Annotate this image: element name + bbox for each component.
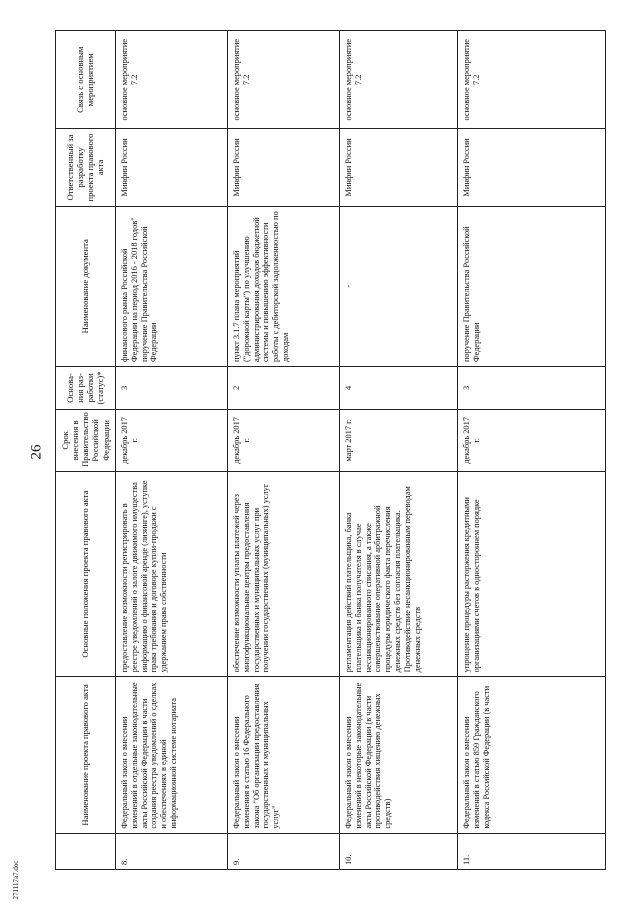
cell-responsible: Минфин России [339, 129, 457, 206]
cell-deadline: декабрь 2017 г. [115, 409, 227, 471]
cell-deadline: март 2017 г. [339, 409, 457, 471]
cell-document: пункт 3.1.7 плана мероприятий ("дорожной карты") по улучшению администрирования доходов бюджетной системы и повышению эффективности работы с дебиторской задолженностью по доходам [227, 206, 339, 367]
header-deadline: Срок внесения в Правительство Российской Федерации [56, 409, 116, 471]
table-row [457, 31, 605, 870]
rotated-table-container [55, 30, 603, 870]
cell-project: Федеральный закон о внесении изменений в некоторые законодательные акты Российской Федерации (в части противодействия хищению денежных средств) [339, 677, 457, 833]
cell-num: 9. [227, 833, 339, 869]
header-link: Связь с основным мероприятием [56, 31, 116, 130]
cell-link: основное мероприятие 7.2 [457, 31, 605, 130]
cell-provisions: предоставление возможности регистрировать в реестре уведомлений о залоге движимого имущества информацию о финансовой аренде (лизинге), уступке права требования и договоре купли-продажи с удержанием права собственности [115, 471, 227, 676]
cell-responsible: Минфин России [115, 129, 227, 206]
cell-num: 11. [457, 833, 605, 869]
cell-link: основное мероприятие 7.2 [339, 31, 457, 130]
header-project-name: Наименование проекта правового акта [56, 677, 116, 833]
cell-link: основное мероприятие 7.2 [115, 31, 227, 130]
table-header-row [56, 31, 116, 870]
cell-num: 8. [115, 833, 227, 869]
cell-project: Федеральный закон о внесении изменений в статью 859 Гражданского кодекса Российской Федерации (в части [457, 677, 605, 833]
table-row [115, 31, 227, 870]
legal-acts-table [55, 30, 606, 870]
cell-project: Федеральный закон о внесении изменений в отдельные законодательные акты Российской Федерации в части создания реестра уведомлений о сделках и обеспечениях в единой информационной системе нотариата [115, 677, 227, 833]
cell-basis: 4 [339, 367, 457, 410]
header-num [56, 833, 116, 869]
cell-provisions: упрощение процедуры расторжения кредитными организациями счетов в одностороннем порядке [457, 471, 605, 676]
cell-deadline: декабрь 2017 г. [457, 409, 605, 471]
cell-link: основное мероприятие 7.2 [227, 31, 339, 130]
cell-provisions: обеспечение возможности уплаты платежей через многофункциональные центры предоставления государственных и муниципальных услуг при получении государственных (муниципальных) услуг [227, 471, 339, 676]
cell-responsible: Минфин России [457, 129, 605, 206]
table-row [227, 31, 339, 870]
cell-basis: 3 [457, 367, 605, 410]
cell-deadline: декабрь 2017 г. [227, 409, 339, 471]
cell-responsible: Минфин России [227, 129, 339, 206]
cell-basis: 3 [115, 367, 227, 410]
document-table-frame [55, 30, 603, 870]
header-provisions: Основные положения проекта правового акта [56, 471, 116, 676]
page-number: 26 [28, 444, 45, 460]
cell-document: поручение Правительства Российской Федерации [457, 206, 605, 367]
cell-basis: 2 [227, 367, 339, 410]
table-row [339, 31, 457, 870]
header-basis: Основа-ния раз-работки (статус)* [56, 367, 116, 410]
cell-num: 10. [339, 833, 457, 869]
header-responsible: Ответственный за разработку проекта правового акта [56, 129, 116, 206]
cell-document: - [339, 206, 457, 367]
footer-filename: 271117a7.doc [12, 860, 20, 900]
cell-document: финансового рынка Российской Федерации на период 2016 - 2018 годов" поручение Правительства Российской Федерации [115, 206, 227, 367]
cell-provisions: регламентация действий плательщика, банка плательщика и банка получателя в случае несанкционированного списания, а также совершенствование оперативной арбитражной процедуры юридического факта перечисления денежных средств без согласия плательщика. Противодействие несанкционированным переводам денежных средств [339, 471, 457, 676]
cell-project: Федеральный закон о внесении изменения в статью 16 Федерального закона "Об организации предоставления государственных и муниципальных услуг" [227, 677, 339, 833]
header-document: Наименование документа [56, 206, 116, 367]
